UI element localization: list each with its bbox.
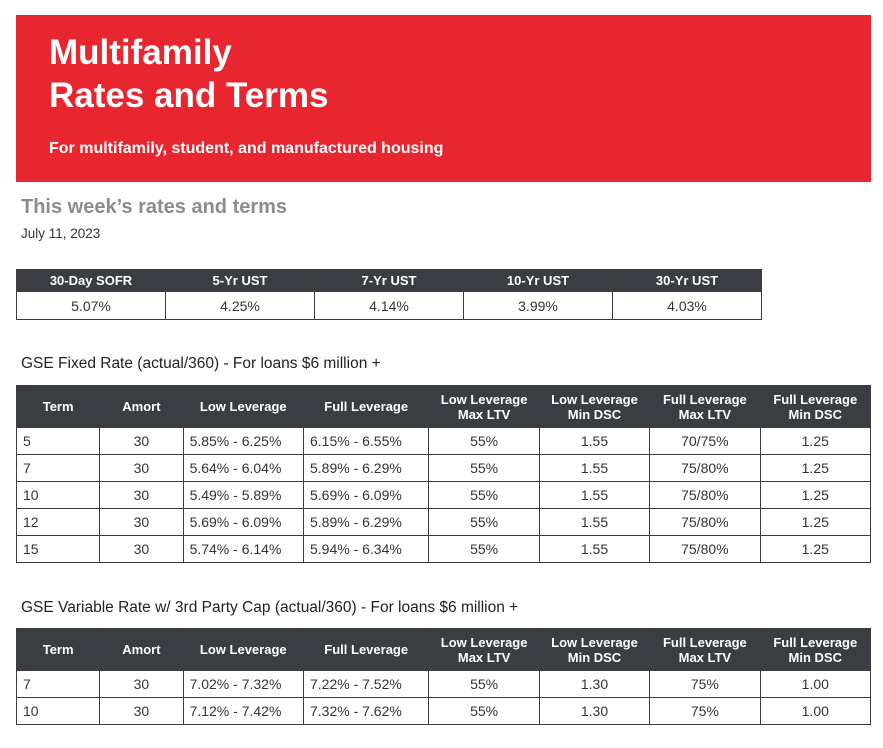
table-cell: 15 [17,536,100,563]
table-cell: 55% [429,509,539,536]
fixed-column-header [183,386,303,428]
header-text: Low Leverage [199,642,287,657]
header-text: Amort [122,399,161,414]
table-cell: 7 [17,671,100,698]
table-cell: 70/75% [650,428,760,455]
fixed-column-header [650,386,760,428]
benchmark-value: 4.14% [315,292,464,320]
table-cell: 5.49% - 5.89% [183,482,303,509]
table-cell: 10 [17,482,100,509]
table-cell: 1.00 [760,698,870,725]
benchmark-header: 10-Yr UST [464,270,613,292]
benchmark-value: 3.99% [464,292,613,320]
table-cell: 1.55 [539,455,649,482]
table-cell: 10 [17,698,100,725]
table-cell: 30 [100,455,183,482]
table-cell: 1.00 [760,671,870,698]
table-row [17,698,871,725]
table-cell: 5.64% - 6.04% [183,455,303,482]
table-cell: 1.30 [539,698,649,725]
table-cell: 1.55 [539,509,649,536]
variable-rate-title: GSE Variable Rate w/ 3rd Party Cap (actual/360) - For loans $6 million + [21,599,519,616]
table-cell: 5.89% - 6.29% [303,509,428,536]
header-text: Min DSC [788,406,842,422]
table-cell: 7.22% - 7.52% [303,671,428,698]
table-cell: 75/80% [650,509,760,536]
week-heading: This week’s rates and terms [21,196,288,218]
table-row [17,428,871,455]
table-cell: 1.25 [760,455,870,482]
variable-column-header [650,629,760,671]
table-cell: 55% [429,455,539,482]
variable-column-header [183,629,303,671]
table-cell: 7 [17,455,100,482]
benchmark-value: 4.25% [166,292,315,320]
table-cell: 55% [429,536,539,563]
table-cell: 30 [100,698,183,725]
benchmark-value: 5.07% [17,292,166,320]
table-cell: 55% [429,698,539,725]
table-cell: 5.74% - 6.14% [183,536,303,563]
benchmark-header: 5-Yr UST [166,270,315,292]
variable-column-header [100,629,183,671]
table-cell: 30 [100,671,183,698]
table-cell: 30 [100,536,183,563]
benchmark-header: 30-Yr UST [613,270,762,292]
table-cell: 5.85% - 6.25% [183,428,303,455]
header-text: Max LTV [457,649,511,665]
table-cell: 1.25 [760,428,870,455]
page-title [49,31,328,117]
table-cell: 7.32% - 7.62% [303,698,428,725]
week-date: July 11, 2023 [21,226,101,241]
table-cell: 5.89% - 6.29% [303,455,428,482]
header-text: Max LTV [678,649,732,665]
benchmark-header: 30-Day SOFR [17,270,166,292]
table-cell: 1.25 [760,536,870,563]
table-cell: 75/80% [650,536,760,563]
table-cell: 1.55 [539,536,649,563]
header-text: Low Leverage [199,399,287,414]
variable-rate-table [16,628,871,725]
table-cell: 55% [429,482,539,509]
table-cell: 1.25 [760,482,870,509]
table-cell: 1.30 [539,671,649,698]
table-row [17,482,871,509]
table-cell: 1.25 [760,509,870,536]
fixed-column-header [760,386,870,428]
benchmark-table [16,269,762,320]
benchmark-value: 4.03% [613,292,762,320]
header-text: Max LTV [678,406,732,422]
table-cell: 55% [429,428,539,455]
header-text: Full Leverage [773,634,858,650]
table-cell: 5.69% - 6.09% [183,509,303,536]
fixed-column-header [429,386,539,428]
table-cell: 75/80% [650,482,760,509]
table-cell: 5.94% - 6.34% [303,536,428,563]
variable-column-header [17,629,100,671]
title-line-1: Multifamily [49,33,232,72]
table-row [17,509,871,536]
header-text: Min DSC [567,649,622,665]
table-cell: 7.12% - 7.42% [183,698,303,725]
table-cell: 75% [650,671,760,698]
header-text: Term [42,399,74,414]
table-cell: 1.55 [539,428,649,455]
table-cell: 75% [650,698,760,725]
variable-column-header [539,629,649,671]
table-row [17,671,871,698]
table-cell: 5.69% - 6.09% [303,482,428,509]
variable-column-header [429,629,539,671]
fixed-header-row [17,386,871,428]
header-text: Full Leverage [324,399,409,414]
fixed-rate-title: GSE Fixed Rate (actual/360) - For loans $6 million + [21,355,381,372]
variable-header-row [17,629,871,671]
table-cell: 6.15% - 6.55% [303,428,428,455]
table-cell: 75/80% [650,455,760,482]
table-cell: 30 [100,428,183,455]
table-row [17,455,871,482]
header-text: Full Leverage [662,634,747,650]
benchmark-header-row [17,270,762,292]
page-subtitle: For multifamily, student, and manufactured housing [49,140,444,157]
header-text: Amort [122,642,161,657]
benchmark-header: 7-Yr UST [315,270,464,292]
header-text: Low Leverage [440,634,528,650]
variable-column-header [760,629,870,671]
header-text: Term [42,642,74,657]
table-cell: 1.55 [539,482,649,509]
table-cell: 30 [100,482,183,509]
table-cell: 30 [100,509,183,536]
table-row [17,536,871,563]
table-cell: 55% [429,671,539,698]
header-text: Full Leverage [324,642,409,657]
fixed-column-header [539,386,649,428]
table-cell: 7.02% - 7.32% [183,671,303,698]
header-text: Low Leverage [551,634,638,650]
header-banner [16,15,871,182]
header-text: Min DSC [788,649,842,665]
title-line-2: Rates and Terms [49,76,329,115]
header-text: Low Leverage [551,391,638,407]
benchmark-values-row [17,292,762,320]
table-cell: 12 [17,509,100,536]
header-text: Max LTV [457,406,511,422]
fixed-rate-table [16,385,871,563]
header-text: Min DSC [567,406,622,422]
fixed-column-header [100,386,183,428]
header-text: Full Leverage [773,391,858,407]
table-cell: 5 [17,428,100,455]
variable-column-header [303,629,428,671]
fixed-column-header [17,386,100,428]
header-text: Low Leverage [440,391,528,407]
header-text: Full Leverage [662,391,747,407]
fixed-column-header [303,386,428,428]
